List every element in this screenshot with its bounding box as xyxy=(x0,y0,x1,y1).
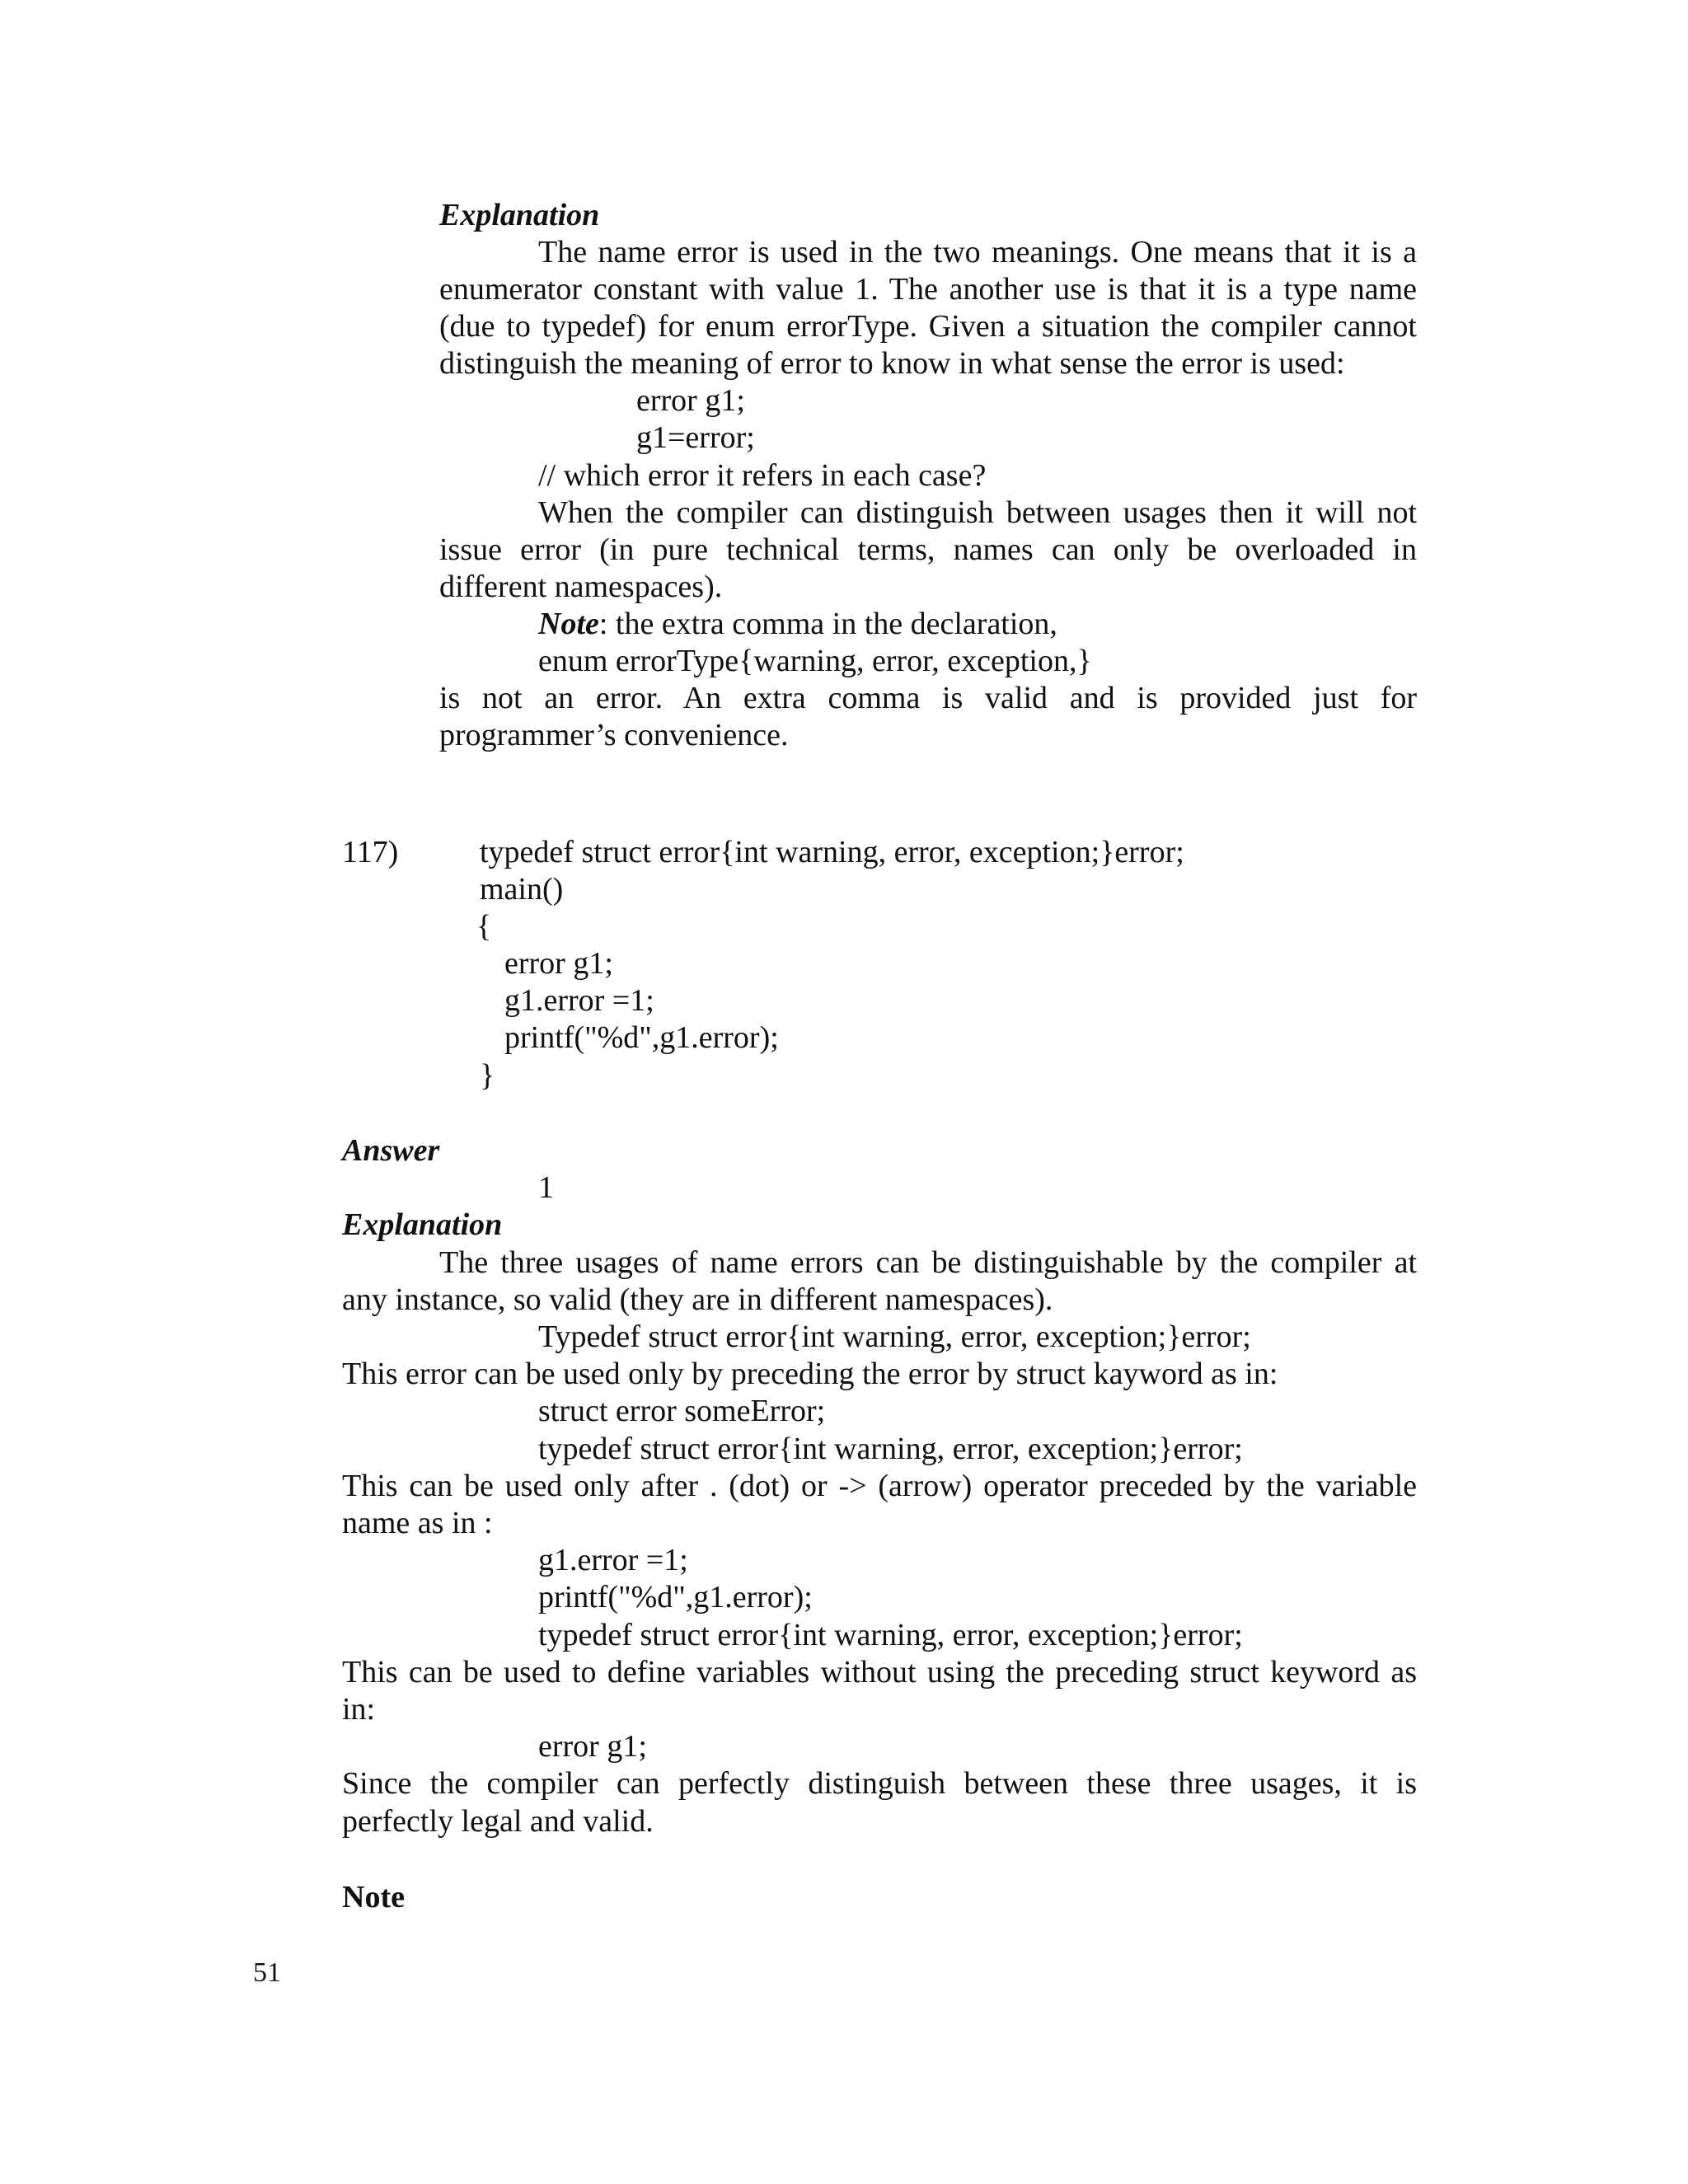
code-line: g1=error; xyxy=(636,420,755,455)
question-number: 117) xyxy=(342,835,399,869)
paragraph-line: is not an error. An extra comma is valid and is provided just for xyxy=(439,681,1417,715)
paragraph-line: enumerator constant with value 1. The another use is that it is a type name xyxy=(439,272,1417,307)
code-line: enum errorType{warning, error, exception,} xyxy=(538,644,1092,678)
note-heading: Note xyxy=(342,1880,405,1915)
paragraph-line: (due to typedef) for enum errorType. Given a situation the compiler cannot xyxy=(439,309,1417,344)
code-line: typedef struct error{int warning, error, exception;}error; xyxy=(538,1432,1243,1466)
explanation-heading: Explanation xyxy=(342,1207,503,1242)
code-line: printf("%d",g1.error); xyxy=(504,1020,779,1055)
code-line: printf("%d",g1.error); xyxy=(538,1580,813,1615)
code-line: typedef struct error{int warning, error, exception;}error; xyxy=(538,1618,1243,1652)
paragraph-line: different namespaces). xyxy=(439,569,723,604)
paragraph-line: issue error (in pure technical terms, names can only be overloaded in xyxy=(439,532,1417,567)
paragraph-line: The three usages of name errors can be distinguishable by the compiler at xyxy=(439,1245,1417,1280)
page-number: 51 xyxy=(253,1957,281,1988)
paragraph-line: The name error is used in the two meanings. One means that it is a xyxy=(538,235,1417,269)
paragraph-line: This can be used to define variables without using the preceding struct keyword as xyxy=(342,1655,1417,1690)
paragraph-line: programmer’s convenience. xyxy=(439,718,789,752)
paragraph-line: distinguish the meaning of error to know in what sense the error is used: xyxy=(439,346,1345,381)
answer-heading: Answer xyxy=(342,1133,440,1168)
note-text: : the extra comma in the declaration, xyxy=(598,607,1057,641)
code-line: } xyxy=(480,1058,495,1093)
code-comment: // which error it refers in each case? xyxy=(538,458,987,493)
explanation-heading: Explanation xyxy=(439,198,600,232)
paragraph-line: perfectly legal and valid. xyxy=(342,1804,654,1839)
code-line: main() xyxy=(480,872,564,907)
paragraph-line: any instance, so valid (they are in different namespaces). xyxy=(342,1282,1053,1317)
paragraph-line: When the compiler can distinguish between usages then it will not xyxy=(538,495,1417,530)
paragraph-line: This error can be used only by preceding the error by struct kayword as in: xyxy=(342,1357,1278,1391)
paragraph-line: This can be used only after . (dot) or -> (arrow) operator preceded by the variable xyxy=(342,1469,1417,1503)
paragraph-line: name as in : xyxy=(342,1506,493,1540)
paragraph-line: in: xyxy=(342,1692,376,1727)
paragraph-line: Since the compiler can perfectly distinguish between these three usages, it is xyxy=(342,1766,1417,1801)
note-label: Note xyxy=(538,607,599,641)
code-line: g1.error =1; xyxy=(504,983,654,1018)
code-line: error g1; xyxy=(504,946,613,981)
code-line: error g1; xyxy=(538,1729,647,1764)
code-line: error g1; xyxy=(636,383,745,418)
code-line: Typedef struct error{int warning, error, exception;}error; xyxy=(538,1319,1251,1354)
note-line xyxy=(538,606,1057,642)
code-line: struct error someError; xyxy=(538,1394,826,1428)
answer-value: 1 xyxy=(538,1170,554,1205)
code-line: g1.error =1; xyxy=(538,1543,688,1577)
code-line: typedef struct error{int warning, error, exception;}error; xyxy=(480,835,1184,869)
code-line: { xyxy=(476,909,492,944)
